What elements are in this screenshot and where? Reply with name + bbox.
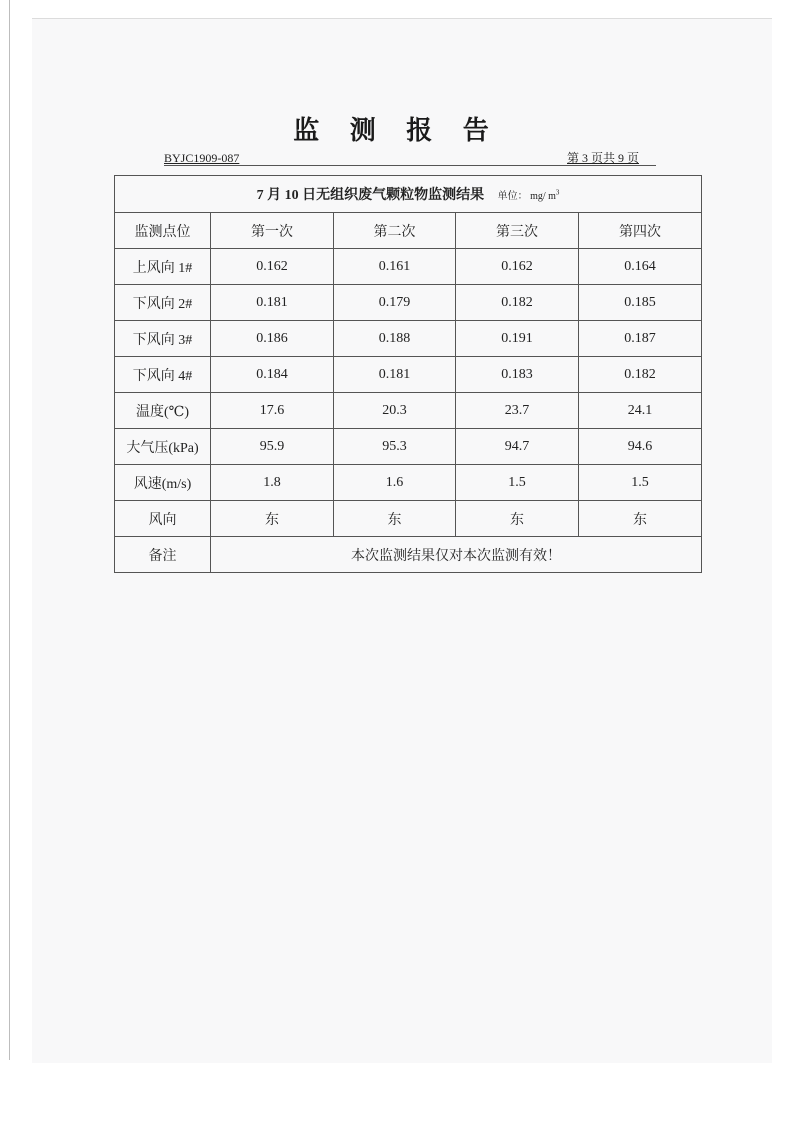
value-cell: 1.8 <box>211 465 334 501</box>
table-row <box>115 393 702 429</box>
page-info: 第 3 页共 9 页 <box>567 151 640 165</box>
value-cell: 17.6 <box>211 393 334 429</box>
row-label: 下风向 2# <box>115 285 211 321</box>
value-cell: 东 <box>334 501 456 537</box>
value-cell: 0.191 <box>456 321 579 357</box>
value-cell: 0.179 <box>334 285 456 321</box>
monitoring-results-table <box>114 175 702 573</box>
table-row <box>115 465 702 501</box>
value-cell: 94.7 <box>456 429 579 465</box>
header-cell: 第二次 <box>334 213 456 249</box>
report-code: BYJC1909-087 <box>164 151 240 165</box>
value-cell: 0.162 <box>456 249 579 285</box>
value-cell: 东 <box>211 501 334 537</box>
table-row <box>115 321 702 357</box>
row-label: 温度(℃) <box>115 393 211 429</box>
value-cell: 0.164 <box>579 249 702 285</box>
value-cell: 东 <box>456 501 579 537</box>
value-cell: 0.182 <box>579 357 702 393</box>
table-row <box>115 357 702 393</box>
unit-superscript: 3 <box>555 188 560 197</box>
remark-text: 本次监测结果仅对本次监测有效！ <box>211 537 702 573</box>
value-cell: 0.181 <box>334 357 456 393</box>
value-cell: 0.185 <box>579 285 702 321</box>
remark-row <box>115 537 702 573</box>
remark-label: 备注 <box>115 537 211 573</box>
value-cell: 0.186 <box>211 321 334 357</box>
value-cell: 0.184 <box>211 357 334 393</box>
header-cell: 第一次 <box>211 213 334 249</box>
value-cell: 1.5 <box>579 465 702 501</box>
unit-label: 单位： <box>497 191 528 202</box>
header-cell: 监测点位 <box>115 213 211 249</box>
value-cell: 23.7 <box>456 393 579 429</box>
row-label: 下风向 4# <box>115 357 211 393</box>
row-label: 上风向 1# <box>115 249 211 285</box>
value-cell: 0.187 <box>579 321 702 357</box>
value-cell: 95.9 <box>211 429 334 465</box>
table-caption-row <box>115 176 702 213</box>
row-label: 下风向 3# <box>115 321 211 357</box>
value-cell: 0.181 <box>211 285 334 321</box>
table-header-row <box>115 213 702 249</box>
unit-value: mg/ m <box>530 191 556 202</box>
table-row <box>115 249 702 285</box>
value-cell: 0.162 <box>211 249 334 285</box>
row-label: 风向 <box>115 501 211 537</box>
value-cell: 0.182 <box>456 285 579 321</box>
row-label: 大气压(kPa) <box>115 429 211 465</box>
value-cell: 94.6 <box>579 429 702 465</box>
table-caption <box>115 176 702 213</box>
value-cell: 1.5 <box>456 465 579 501</box>
header-cell: 第四次 <box>579 213 702 249</box>
header-rule <box>164 165 656 166</box>
value-cell: 0.188 <box>334 321 456 357</box>
value-cell: 0.183 <box>456 357 579 393</box>
header-cell: 第三次 <box>456 213 579 249</box>
value-cell: 20.3 <box>334 393 456 429</box>
table-row <box>115 429 702 465</box>
caption-unit <box>497 188 560 202</box>
value-cell: 24.1 <box>579 393 702 429</box>
value-cell: 东 <box>579 501 702 537</box>
value-cell: 1.6 <box>334 465 456 501</box>
row-label: 风速(m/s) <box>115 465 211 501</box>
value-cell: 95.3 <box>334 429 456 465</box>
document-title: 监 测 报 告 <box>293 116 501 145</box>
table-row <box>115 285 702 321</box>
caption-text: 7 月 10 日无组织废气颗粒物监测结果 <box>256 188 485 203</box>
value-cell: 0.161 <box>334 249 456 285</box>
table-row <box>115 501 702 537</box>
scan-edge-line <box>9 0 10 1060</box>
